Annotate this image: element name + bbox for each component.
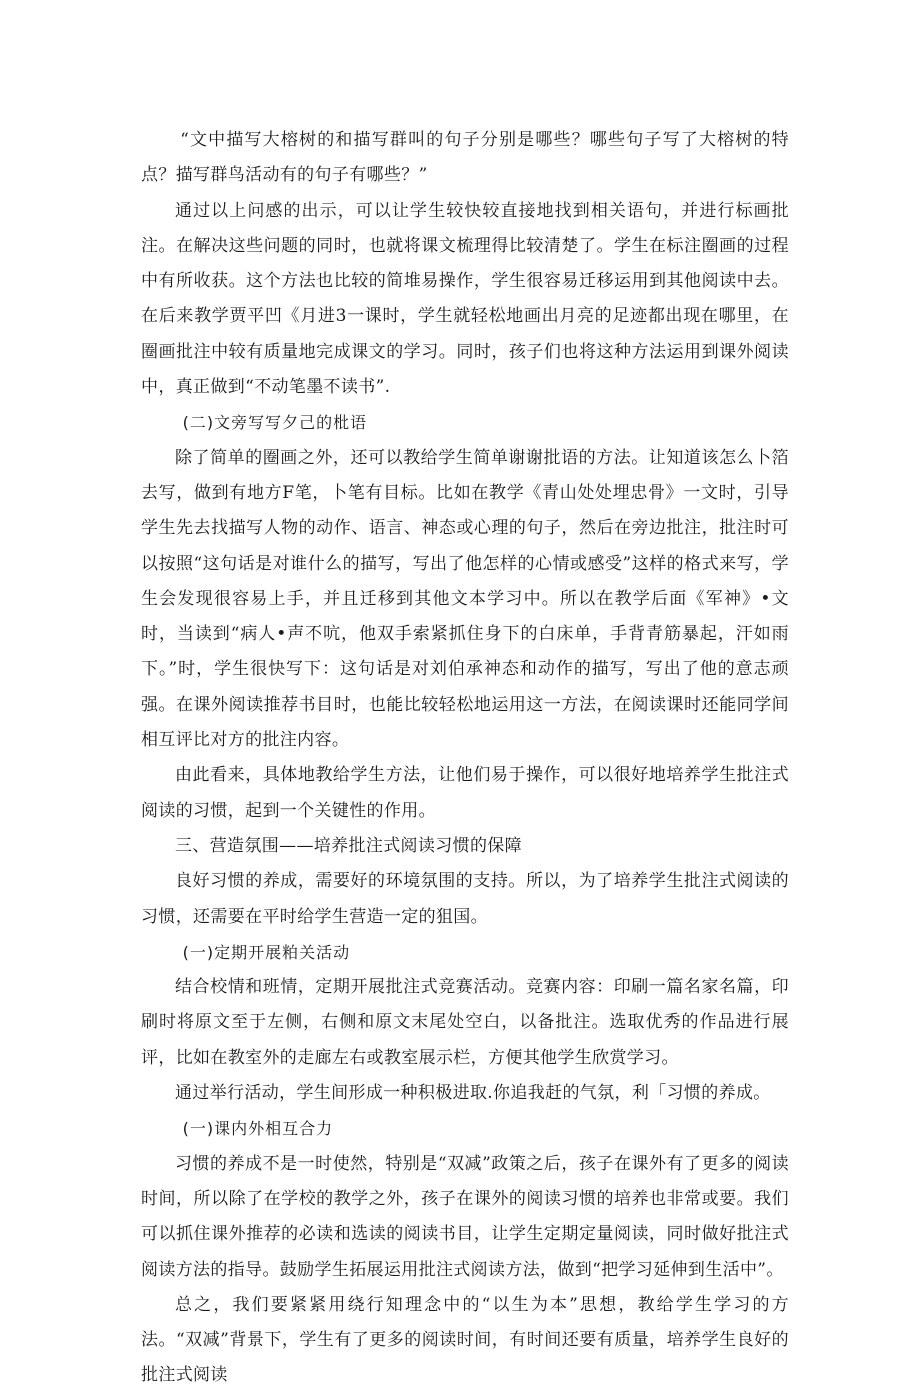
paragraph-competition: 结合校情和班情，定期开展批注式竞赛活动。竞赛内容：印刷一篇名家名篇，印刷时将原文至于左侧，右侧和原文末尾处空白，以备批注。选取优秀的作品进行展评，比如在教室外的走廊左右或教室展示栏，方便其他学生欣赏学习。 [141, 977, 789, 1068]
section-heading-3: 三、营造氛围——培养批注式阅读习惯的保障 [175, 835, 522, 856]
paragraph-activity-effect: 通过举行活动，学生间形成一种积极进取.你追我赶的气氛，利「习惯的养成。 [175, 1083, 771, 1104]
document-body [141, 123, 789, 1394]
paragraph-habit: 习惯的养成不是一时使然，特别是“双减”政策之后，孩子在课外有了更多的阅读时间，所以除了在学校的教学之外，孩子在课外的阅读习惯的培养也非常或要。我们可以抓住课外推荐的必读和选读的阅读书目，让学生定期定量阅读，同时做好批注式阅读方法的指导。鼓励学生拓展运用批注式阅读方法，做到“把学习延伸到生活中”。 [141, 1153, 789, 1280]
section-heading-2: (二)文旁写写夕己的枇语 [182, 413, 368, 433]
paragraph-method-result: 通过以上问感的出示，可以让学生较快较直接地找到相关语句，并进行标画批注。在解决这些问题的同时，也就将课文梳理得比较清楚了。学生在标注圈画的过程中有所收获。这个方法也比较的简堆易操作，学生很容易迁移运用到其他阅读中去。在后来教学贾平凹《月进3一课时，学生就轻松地画出月亮的足迹都出现在哪里，在圈画批注中较有质量地完成课文的学习。同时，孩子们也将这种方法运用到课外阅读中，真正做到“不动笔墨不读书”. [141, 200, 789, 398]
paragraph-atmosphere: 良好习惯的养成，需要好的环境氛围的支持。所以，为了培养学生批注式阅读的习惯，还需要在平时给学生营造一定的狙国。 [141, 871, 789, 927]
paragraph-summary: 总之，我们要紧紧用绕行知理念中的“以生为本”思想，教给学生学习的方法。“双减”背景下，学生有了更多的阅读时间，有时间还要有质量，培养学生良好的批注式阅读 [141, 1294, 789, 1386]
subsection-heading-cooperation: (一)课内外相互合力 [182, 1119, 334, 1139]
paragraph-question: “文中描写大榕树的和描写群叫的句子分别是哪些？哪些句子写了大榕树的特点？描写群鸟活动有的句子有哪些？” [141, 130, 789, 186]
paragraph-annotation-method: 除了简单的圈画之外，还可以教给学生简单谢谢批语的方法。让知道该怎么卜箔去写，做到有地方F笔，卜笔有目标。比如在教学《青山处处埋忠骨》一文时，引导学生先去找描写人物的动作、语言、神态或心理的句子，然后在旁边批注，批注时可以按照“这句话是对谁什么的描写，写出了他怎样的心情或感受”这样的格式来写，学生会发现很容易上手，并且迁移到其他文本学习中。所以在教学后面《军神》•文时，当读到“病人•声不吭，他双手索紧抓住身下的白床单，手背青筋暴起，汗如雨下。”时，学生很快写下：这句话是对刘伯承神态和动作的描写，写出了他的意志顽强。在课外阅读推荐书目时，也能比较轻松地运用这一方法，在阅读课时还能同学间相互评比对方的批注内容。 [141, 447, 789, 751]
subsection-heading-activities: (一)定期开展粕关活动 [182, 942, 351, 962]
paragraph-conclusion: 由此看来，具体地教给学生方法，让他们易于操作，可以很好地培养学生批注式阅读的习惯，起到一个关键性的作用。 [141, 765, 789, 821]
